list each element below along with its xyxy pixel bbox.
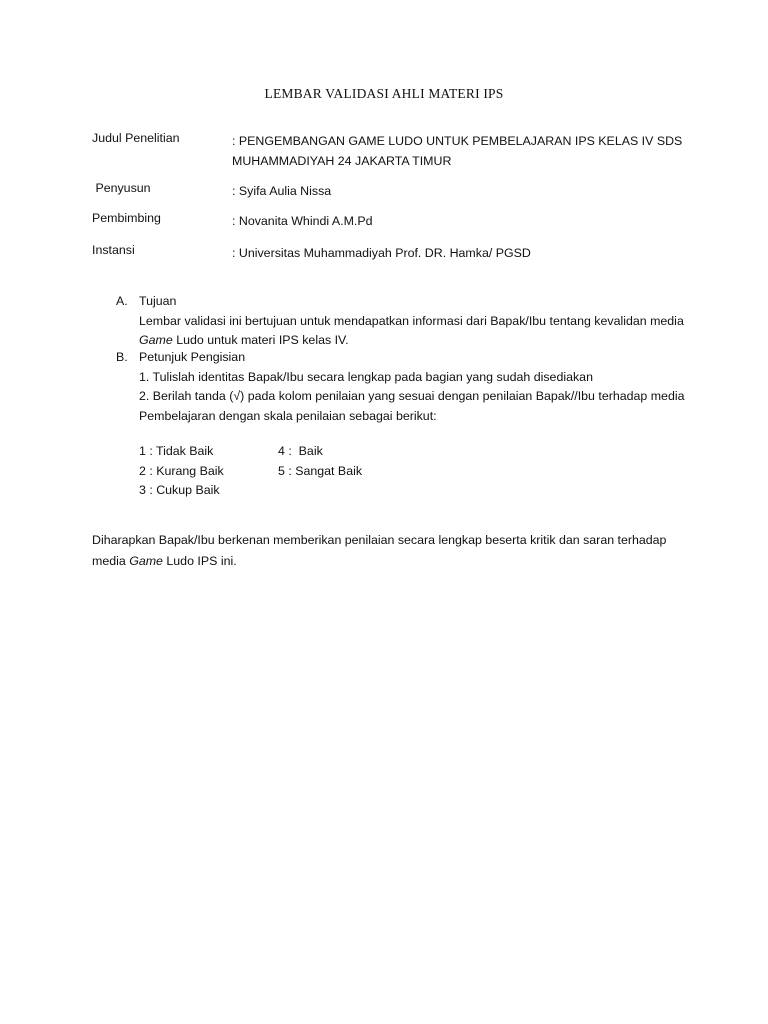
section-marker: B. <box>116 350 128 364</box>
scale-item: 2 : Kurang Baik <box>139 463 224 478</box>
instruction-step: 1. Tulislah identitas Bapak/Ibu secara lengkap pada bagian yang sudah disediakan <box>139 369 593 384</box>
field-value: : PENGEMBANGAN GAME LUDO UNTUK PEMBELAJARAN IPS KELAS IV SDS MUHAMMADIYAH 24 JAKARTA TIMUR <box>232 134 683 168</box>
instruction-step: 2. Berilah tanda (√) pada kolom penilaian yang sesuai dengan penilaian Bapak//Ibu terhadap media Pembelajaran dengan skala penilaian sebagai berikut: <box>139 389 685 423</box>
field-value: : Universitas Muhammadiyah Prof. DR. Hamka/ PGSD <box>232 246 531 260</box>
italic-term: Game <box>139 333 173 348</box>
italic-term: Game <box>129 553 163 568</box>
scale-item: 4 : Baik <box>278 444 323 458</box>
scale-item: 1 : Tidak Baik <box>139 444 214 458</box>
section-text: Lembar validasi ini bertujuan untuk mendapatkan informasi dari Bapak/Ibu tentang kevalidan media Game Ludo untuk materi IPS kelas IV. <box>139 313 684 348</box>
section-heading: Petunjuk Pengisian <box>139 350 246 364</box>
document-title: LEMBAR VALIDASI AHLI MATERI IPS <box>264 86 504 101</box>
scale-column-left <box>139 442 224 501</box>
field-label: Judul Penelitian <box>92 131 180 145</box>
field-label: Pembimbing <box>92 211 161 225</box>
scale-column-right <box>278 442 362 481</box>
field-value: : Novanita Whindi A.M.Pd <box>232 214 373 228</box>
section-marker: A. <box>116 294 128 308</box>
field-value: : Syifa Aulia Nissa <box>232 184 332 198</box>
section-heading: Tujuan <box>139 294 177 308</box>
field-label: Penyusun <box>92 181 151 195</box>
closing-paragraph: Diharapkan Bapak/Ibu berkenan memberikan penilaian secara lengkap beserta kritik dan saran terhadap media Game Ludo IPS ini. <box>92 533 667 568</box>
scale-item: 5 : Sangat Baik <box>278 463 363 478</box>
scale-item: 3 : Cukup Baik <box>139 483 220 498</box>
field-label: Instansi <box>92 243 135 257</box>
